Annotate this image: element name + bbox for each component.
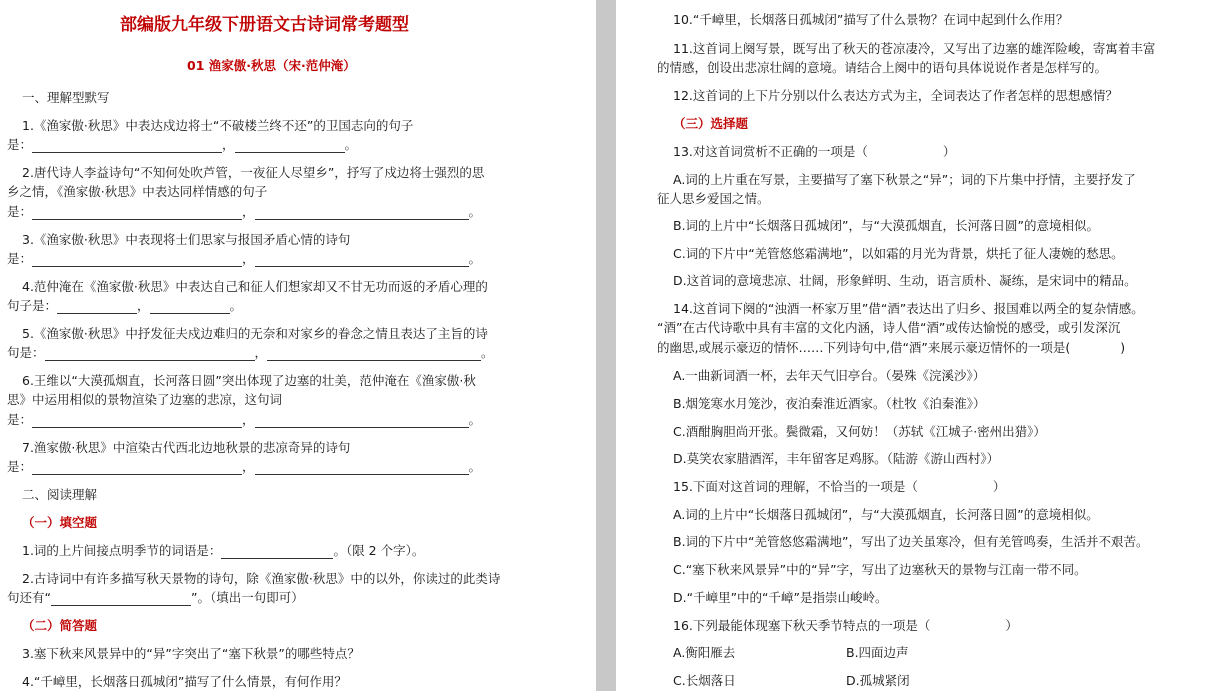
answer-blank[interactable] [255,414,469,428]
option-c: C.词的下片中“羌管悠悠霜满地”，以如霜的月光为背景，烘托了征人凄婉的愁思。 [673,246,1124,261]
answer-blank[interactable] [255,206,469,220]
subsection-heading: （二）简答题 [22,618,98,633]
section-heading: 一、理解型默写 [22,90,110,105]
question-line: 7.渔家傲·秋思》中渲染古代西北边地秋景的悲凉奇异的诗句 [22,440,351,455]
option-b: B.词的下片中“羌管悠悠霜满地”，写出了边关虽寒冷，但有羌管鸣奏，生活并不艰苦。 [673,534,1149,549]
option-a: A.词的上片中“长烟落日孤城闭”，与“大漠孤烟直，长河落日圆”的意境相似。 [673,507,1099,522]
poem-subtitle: 01 渔家傲·秋思（宋·范仲淹） [187,58,356,73]
question-line: 16.下列最能体现塞下秋天季节特点的一项是（ ） [673,618,1018,633]
option-b: B.烟笼寒水月笼沙，夜泊秦淮近酒家。（杜牧《泊秦淮》） [673,396,986,411]
question-line: 3.塞下秋来风景异中的“异”字突出了“塞下秋景”的哪些特点？ [22,646,360,661]
answer-blank[interactable] [32,206,242,220]
option-d: D.孤城紧闭 [846,673,910,688]
question-line: 思》中运用相似的景物渲染了边塞的悲凉，这句词 [7,392,283,407]
option-d: D.莫笑农家腊酒浑，丰年留客足鸡豚。（陆游《游山西村》） [673,451,1000,466]
option-c: C.酒酣胸胆尚开张。鬓微霜，又何妨！（苏轼《江城子·密州出猎》） [673,424,1046,439]
option-b: B.词的上片中“长烟落日孤城闭”，与“大漠孤烟直，长河落日圆”的意境相似。 [673,218,1099,233]
question-line: 2.唐代诗人李益诗句“不知何处吹芦管，一夜征人尽望乡”，抒写了戍边将士强烈的思 [22,165,485,180]
option-c: C.“塞下秋来风景异”中的“异”字，写出了边塞秋天的景物与江南一带不同。 [673,562,1087,577]
option-a-cont: 征人思乡爱国之情。 [657,191,770,206]
answer-blank[interactable] [221,545,333,559]
question-line: 11.这首词上阕写景，既写出了秋天的苍凉凄冷，又写出了边塞的雄浑险峻，寄寓着丰富 [673,41,1156,56]
answer-blank[interactable] [32,414,242,428]
answer-blank[interactable] [57,300,137,314]
question-line: 4.范仲淹在《渔家傲·秋思》中表达自己和征人们想家却又不甘无功而返的矛盾心理的 [22,279,488,294]
answer-line: 1.词的上片间接点明季节的词语是： 。（限 2 个字）。 [22,543,425,558]
answer-line: 句是： ， 。 [7,345,494,360]
question-line: 5.《渔家傲·秋思》中抒发征夫戍边难归的无奈和对家乡的眷念之情且表达了主旨的诗 [22,326,488,341]
answer-blank[interactable] [150,300,230,314]
option-a: A.一曲新词酒一杯，去年天气旧亭台。（晏殊《浣溪沙》） [673,368,986,383]
question-line: 14.这首词下阕的“浊酒一杯家万里”借“酒”表达出了归乡、报国难以两全的复杂情感。 [673,301,1144,316]
answer-line: 是： ， 。 [7,251,482,266]
question-line: 15.下面对这首词的理解，不恰当的一项是（ ） [673,479,1006,494]
answer-blank[interactable] [255,253,469,267]
answer-blank[interactable] [32,461,242,475]
question-line: 2.古诗词中有许多描写秋天景物的诗句，除《渔家傲·秋思》中的以外，你读过的此类诗 [22,571,501,586]
answer-line: 是： ， 。 [7,412,482,427]
answer-blank[interactable] [235,139,345,153]
question-line: 13.对这首词赏析不正确的一项是（ ） [673,144,956,159]
answer-blank[interactable] [51,592,191,606]
question-line: 12.这首词的上下片分别以什么表达方式为主，全词表达了作者怎样的思想感情？ [673,88,1118,103]
option-b: B.四面边声 [846,645,909,660]
left-page [0,0,596,691]
answer-blank[interactable] [32,253,242,267]
subsection-heading: （一）填空题 [22,515,98,530]
question-line: 6.王维以“大漠孤烟直，长河落日圆”突出体现了边塞的壮美，范仲淹在《渔家傲·秋 [22,373,476,388]
answer-blank[interactable] [32,139,222,153]
right-page [616,0,1224,691]
answer-blank[interactable] [267,347,481,361]
option-a: A.词的上片重在写景，主要描写了塞下秋景之“异”；词的下片集中抒情，主要抒发了 [673,172,1136,187]
answer-line: 是： ， 。 [7,137,358,152]
answer-line: 句还有“ ”。（填出一句即可） [7,590,304,605]
question-line: 的情感，创设出悲凉壮阔的意境。请结合上阕中的语句具体说说作者是怎样写的。 [657,60,1108,75]
question-line: 乡之情，《渔家傲·秋思》中表达同样情感的句子 [7,184,268,199]
answer-line: 是： ， 。 [7,459,482,474]
option-d: D.“千嶂里”中的“千嶂”是指崇山峻岭。 [673,590,888,605]
option-d: D.这首词的意境悲凉、壮阔，形象鲜明、生动，语言质朴、凝练，是宋词中的精品。 [673,273,1137,288]
question-line: 4.“千嶂里，长烟落日孤城闭”描写了什么情景，有何作用？ [22,674,347,689]
question-line: “酒”在古代诗歌中具有丰富的文化内涵，诗人借“酒”或传达愉悦的感受，或引发深沉 [657,320,1121,335]
section-heading: 二、阅读理解 [22,487,98,502]
subsection-heading: （三）选择题 [673,116,749,131]
question-line: 3.《渔家傲·秋思》中表现将士们思家与报国矛盾心情的诗句 [22,232,351,247]
option-a: A.衡阳雁去 [673,645,736,660]
question-line: 的幽思,或展示豪迈的情怀……下列诗句中,借“酒”来展示豪迈情怀的一项是( ) [657,340,1126,355]
question-line: 10.“千嶂里，长烟落日孤城闭”描写了什么景物？在词中起到什么作用？ [673,12,1069,27]
answer-line: 是： ， 。 [7,204,482,219]
option-c: C.长烟落日 [673,673,736,688]
answer-blank[interactable] [255,461,469,475]
answer-line: 句子是： ， 。 [7,298,243,313]
answer-blank[interactable] [45,347,255,361]
document-title: 部编版九年级下册语文古诗词常考题型 [120,15,409,35]
question-line: 1.《渔家傲·秋思》中表达戍边将士“不破楼兰终不还”的卫国志向的句子 [22,118,414,133]
